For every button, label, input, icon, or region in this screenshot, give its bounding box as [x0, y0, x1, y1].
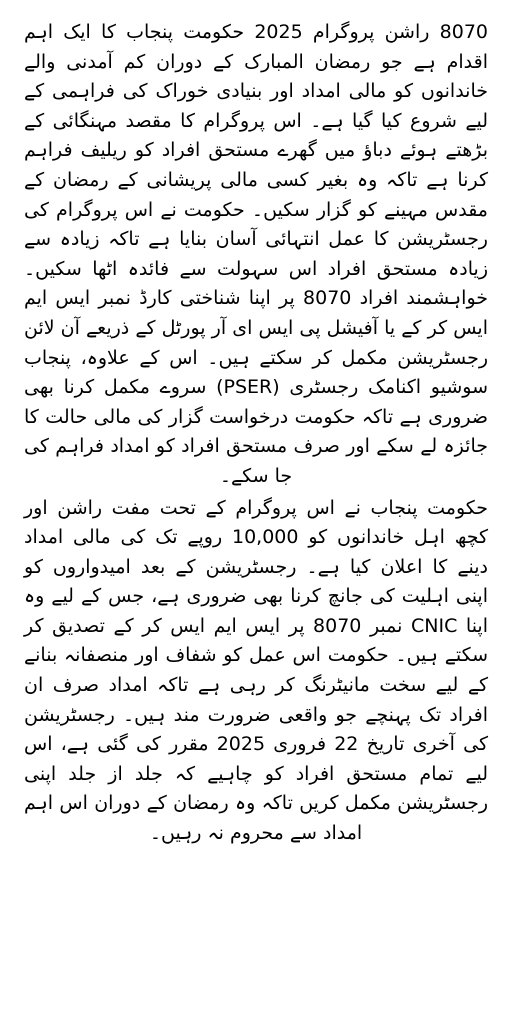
article-paragraph-1: 8070 راشن پروگرام 2025 حکومت پنجاب کا ایک اہم اقدام ہے جو رمضان المبارک کے دوران کم آمدنی والے خاندانوں کو مالی امداد اور بنیادی خوراک کی فراہمی کے لیے شروع کیا گیا ہے۔ اس پروگرام کا مقصد مہنگائی کے بڑھتے ہوئے دباؤ میں گھرے مستحق افراد کو ریلیف فراہم کرنا ہے تاکہ وہ بغیر کسی مالی پریشانی کے رمضان کے مقدس مہینے کو گزار سکیں۔ حکومت نے اس پروگرام کی رجسٹریشن کا عمل انتہائی آسان بنایا ہے تاکہ زیادہ سے زیادہ مستحق افراد اس سہولت سے فائدہ اٹھا سکیں۔ خواہشمند افراد 8070 پر اپنا شناختی کارڈ نمبر ایس ایم ایس کر کے یا آفیشل پی ایس ای آر پورٹل کے ذریعے آن لائن رجسٹریشن مکمل کر سکتے ہیں۔ اس کے علاوہ، پنجاب سوشیو اکنامک رجسٹری (PSER) سروے مکمل کرنا بھی ضروری ہے تاکہ حکومت درخواست گزار کی مالی حالت کا جائزہ لے سکے اور صرف مستحق افراد کو امداد فراہم کی جا سکے۔ [24, 21, 489, 487]
article-paragraph-2: حکومت پنجاب نے اس پروگرام کے تحت مفت راشن اور کچھ اہل خاندانوں کو 10,000 روپے تک کی مالی امداد دینے کا اعلان کیا ہے۔ رجسٹریشن کے بعد امیدواروں کو اپنی اہلیت کی جانچ کرنا بھی ضروری ہے، جس کے لیے وہ اپنا CNIC نمبر 8070 پر ایس ایم ایس کر کے تصدیق کر سکتے ہیں۔ حکومت اس عمل کو شفاف اور منصفانہ بنانے کے لیے سخت مانیٹرنگ کر رہی ہے تاکہ امداد صرف ان افراد تک پہنچے جو واقعی ضرورت مند ہیں۔ رجسٹریشن کی آخری تاریخ 22 فروری 2025 مقرر کی گئی ہے، اس لیے تمام مستحق افراد کو چاہیے کہ جلد از جلد اپنی رجسٹریشن مکمل کریں تاکہ وہ رمضان کے دوران اس اہم امداد سے محروم نہ رہیں۔ [24, 496, 489, 845]
